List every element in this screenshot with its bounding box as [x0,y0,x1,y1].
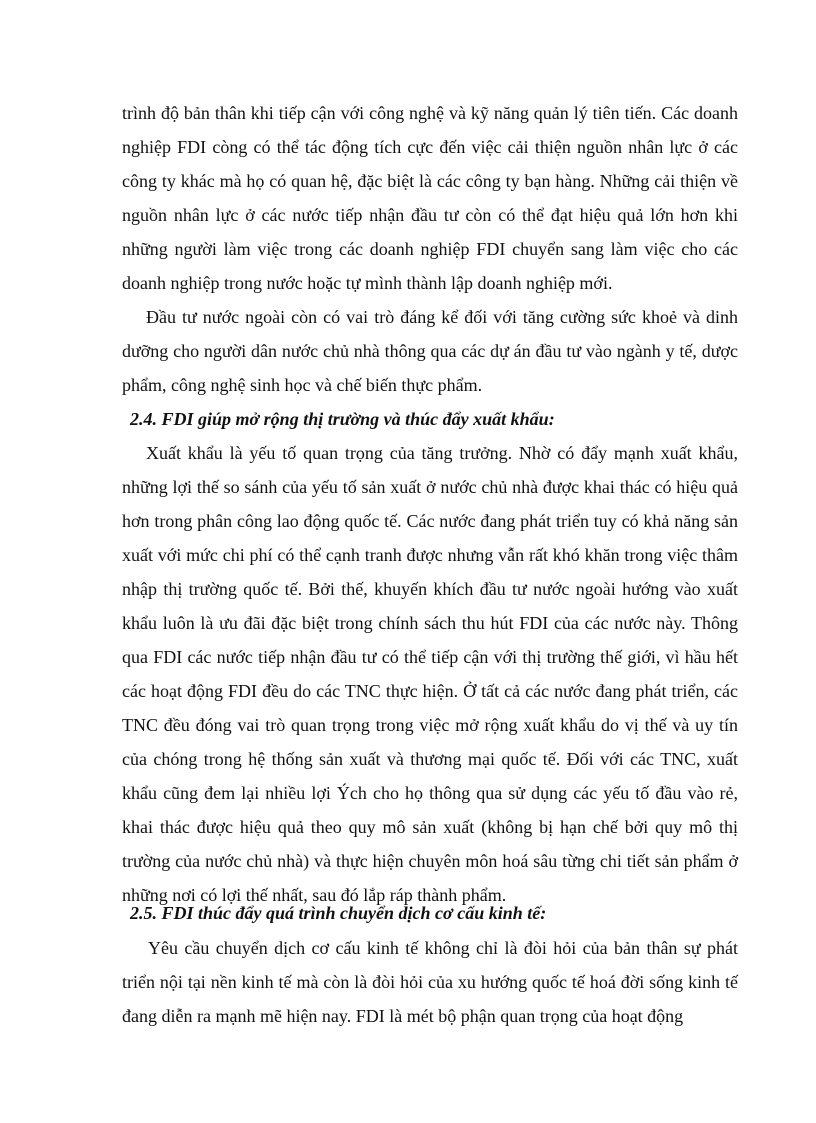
paragraph-economic-restructuring: Yêu cầu chuyển dịch cơ cấu kinh tế không chỉ là đòi hỏi của bản thân sự phát triển nội tại nền kinh tế mà còn là đòi hỏi của xu hướng quốc tế hoá đời sống kinh tế đang diễn ra mạnh mẽ hiện nay. FDI là mét bộ phận quan trọng của hoạt động [122,938,738,1026]
section-heading-2-4: 2.4. FDI giúp mở rộng thị trường và thúc đẩy xuất khẩu: [130,409,555,429]
paragraph-human-resources: trình độ bản thân khi tiếp cận với công nghệ và kỹ năng quản lý tiên tiến. Các doanh nghiệp FDI còng có thể tác động tích cực đến việc cải thiện nguồn nhân lực ở các công ty khác mà họ có quan hệ, đặc biệt là các công ty bạn hàng. Những cải thiện về nguồn nhân lực ở các nước tiếp nhận đầu tư còn có thể đạt hiệu quả lớn hơn khi những người làm việc trong các doanh nghiệp FDI chuyển sang làm việc cho các doanh nghiệp trong nước hoặc tự mình thành lập doanh nghiệp mới. [122,103,738,293]
paragraph-health-nutrition: Đầu tư nước ngoài còn có vai trò đáng kể đối với tăng cường sức khoẻ và dinh dưỡng cho người dân nước chủ nhà thông qua các dự án đầu tư vào ngành y tế, dược phẩm, công nghệ sinh học và chế biến thực phẩm. [122,307,738,395]
paragraph-export-promotion: Xuất khẩu là yếu tố quan trọng của tăng trưởng. Nhờ có đẩy mạnh xuất khẩu, những lợi thế so sánh của yếu tố sản xuất ở nước chủ nhà được khai thác có hiệu quả hơn trong phân công lao động quốc tế. Các nước đang phát triển tuy có khả năng sản xuất với mức chi phí có thể cạnh tranh được nhưng vẫn rất khó khăn trong việc thâm nhập thị trường quốc tế. Bởi thế, khuyến khích đầu tư nước ngoài hướng vào xuất khẩu luôn là ưu đãi đặc biệt trong chính sách thu hút FDI của các nước này. Thông qua FDI các nước tiếp nhận đầu tư có thể tiếp cận với thị trường thế giới, vì hầu hết các hoạt động FDI đều do các TNC thực hiện. Ở tất cả các nước đang phát triển, các TNC đều đóng vai trò quan trọng trong việc mở rộng xuất khẩu do vị thế và uy tín của chóng trong hệ thống sản xuất và thương mại quốc tế. Đối với các TNC, xuất khẩu cũng đem lại nhiều lợi Ých cho họ thông qua sử dụng các yếu tố đầu vào rẻ, khai thác được hiệu quả theo quy mô sản xuất (không bị hạn chế bởi quy mô thị trường của nước chủ nhà) và thực hiện chuyên môn hoá sâu từng chi tiết sản phẩm ở những nơi có lợi thế nhất, sau đó lắp ráp thành phẩm. [122,443,738,905]
section-heading-2-5: 2.5. FDI thúc đẩy quá trình chuyển dịch cơ cấu kinh tế: [130,903,547,923]
